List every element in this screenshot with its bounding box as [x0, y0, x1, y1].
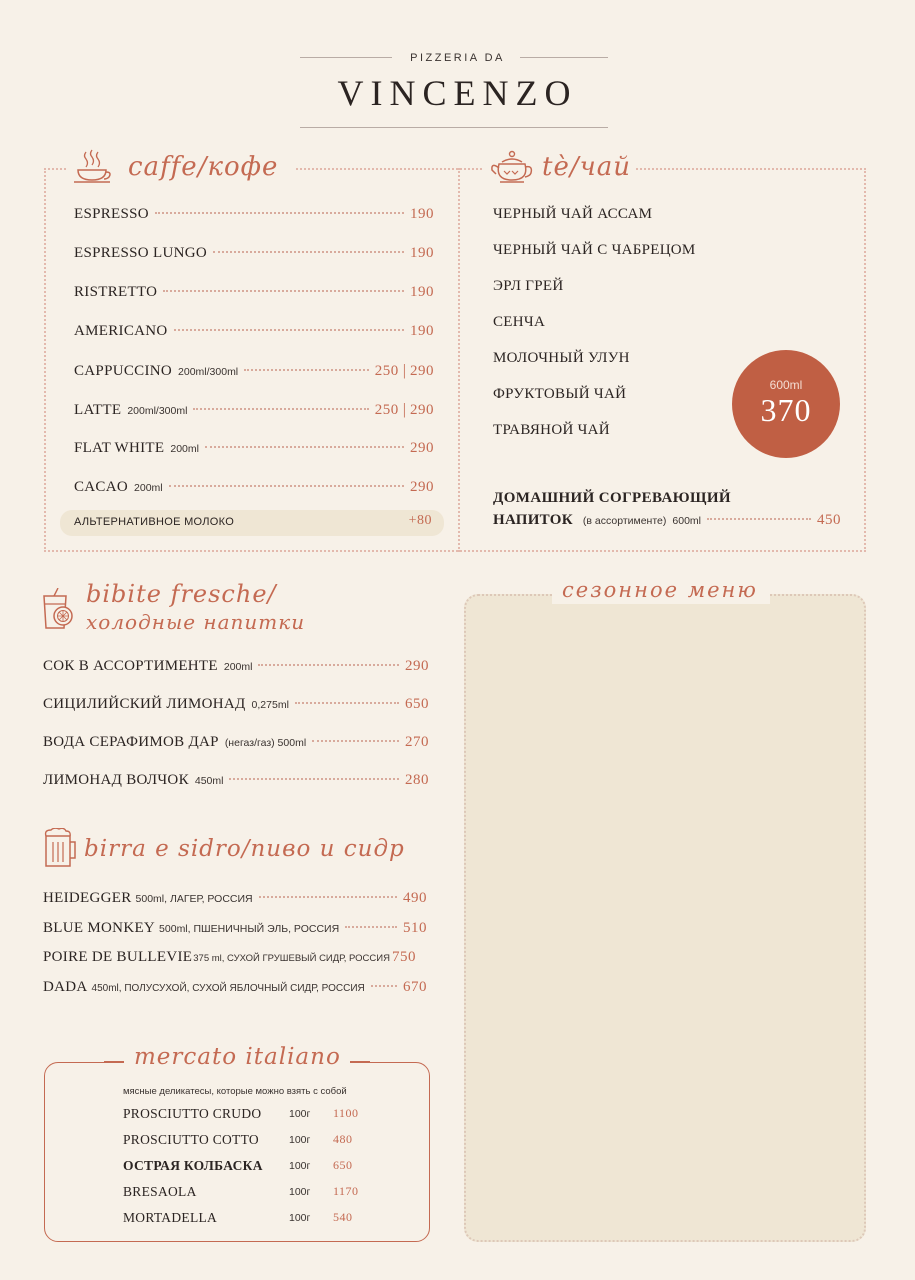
list-item: ЧЕРНЫЙ ЧАЙ С ЧАБРЕЦОМ	[493, 242, 696, 258]
tea-price-badge: 600ml 370	[732, 350, 840, 458]
list-item: ЛИМОНАД ВОЛЧОК 450ml 280	[43, 772, 429, 788]
cold-section-title-line1: bibite fresche/	[86, 580, 277, 608]
list-item: ОСТРАЯ КОЛБАСКА 100г 650	[123, 1158, 353, 1173]
list-item: HEIDEGGER 500ml, ЛАГЕР, РОССИЯ 490	[43, 890, 427, 906]
warm-drink-row: НАПИТОК (в ассортименте) 600ml 450	[493, 512, 841, 528]
list-item: ФРУКТОВЫЙ ЧАЙ	[493, 386, 627, 402]
list-item: BLUE MONKEY 500ml, ПШЕНИЧНЫЙ ЭЛЬ, РОССИЯ 510	[43, 919, 427, 936]
beer-list	[43, 890, 427, 1008]
mercato-list	[123, 1106, 383, 1236]
teapot-icon	[490, 150, 534, 184]
list-item: ТРАВЯНОЙ ЧАЙ	[493, 422, 610, 438]
coffee-list	[74, 206, 434, 518]
list-item: СОК В АССОРТИМЕНТЕ 200ml 290	[43, 658, 429, 674]
list-item: МОЛОЧНЫЙ УЛУН	[493, 350, 630, 366]
alt-milk-row: АЛЬТЕРНАТИВНОЕ МОЛОКО +80	[60, 510, 444, 536]
lemonade-glass-icon	[42, 588, 76, 630]
brand-subtitle: PIZZERIA DA	[410, 52, 505, 64]
seasonal-menu-panel	[464, 594, 866, 1242]
list-item: ESPRESSO 190	[74, 206, 434, 222]
list-item: ВОДА СЕРАФИМОВ ДАР (негаз/газ) 500ml 270	[43, 734, 429, 750]
list-item: PROSCIUTTO COTTO 100г 480	[123, 1132, 353, 1147]
brand-name: VINCENZO	[337, 73, 578, 113]
list-item: AMERICANO 190	[74, 323, 434, 339]
cold-list	[43, 658, 429, 810]
list-item: MORTADELLA 100г 540	[123, 1210, 353, 1225]
list-item: СИЦИЛИЙСКИЙ ЛИМОНАД 0,275ml 650	[43, 696, 429, 712]
list-item: BRESAOLA 100г 1170	[123, 1184, 359, 1199]
list-item: ESPRESSO LUNGO 190	[74, 245, 434, 261]
list-item: ЧЕРНЫЙ ЧАЙ АССАМ	[493, 206, 653, 222]
seasonal-menu-title: сезонное меню	[562, 578, 758, 602]
mercato-subtitle: мясные деликатесы, которые можно взять с собой	[123, 1086, 347, 1097]
tea-list	[493, 206, 695, 458]
tea-section-title: tè/чай	[542, 152, 632, 182]
mercato-title: mercato italiano	[134, 1044, 341, 1070]
hot-drinks-divider	[458, 168, 460, 552]
header-rule-bottom	[300, 127, 608, 128]
beer-mug-icon	[42, 828, 78, 868]
list-item: PROSCIUTTO CRUDO 100г 1100	[123, 1106, 359, 1121]
list-item: ЭРЛ ГРЕЙ	[493, 278, 564, 294]
list-item: LATTE 200ml/300ml 250 | 290	[74, 401, 434, 418]
warm-drink-title: ДОМАШНИЙ СОГРЕВАЮЩИЙ	[493, 490, 732, 506]
list-item: СЕНЧА	[493, 314, 546, 330]
beer-section-title: birra e sidro/пиво и сидр	[84, 836, 405, 862]
list-item: CACAO 200ml 290	[74, 479, 434, 495]
list-item: POIRE DE BULLEVIE 375 ml, СУХОЙ ГРУШЕВЫЙ СИДР, РОССИЯ 750	[43, 949, 416, 965]
list-item: CAPPUCCINO 200ml/300ml 250 | 290	[74, 362, 434, 379]
coffee-section-title: caffe/кофе	[128, 152, 279, 182]
list-item: RISTRETTO 190	[74, 284, 434, 300]
list-item: DADA 450ml, ПОЛУСУХОЙ, СУХОЙ ЯБЛОЧНЫЙ СИДР, РОССИЯ 670	[43, 978, 427, 995]
coffee-cup-icon	[72, 148, 112, 186]
cold-section-title-line2: холодные напитки	[86, 610, 306, 634]
list-item: FLAT WHITE 200ml 290	[74, 440, 434, 456]
